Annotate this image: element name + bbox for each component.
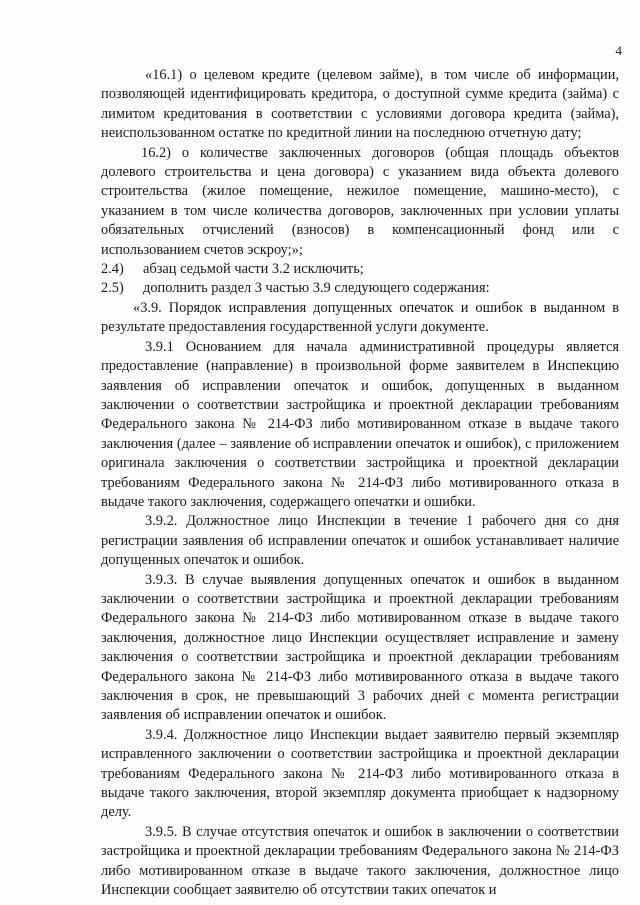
paragraph-3-9-3: 3.9.3. В случае выявления допущенных опечаток и ошибок в выданном заключении о соответствии застройщика и проектной декларации требованиям Федерального закона № 214-ФЗ либо мотивированном отказе в выдаче такого заключения, должностное лицо Инспекции осуществляет исправление и замену заключения о соответствии застройщика и проектной декларации требованиям Федерального закона № 214-ФЗ либо мотивированного отказа в выдаче такого заключения в срок, не превышающий 3 рабочих дней с момента регистрации заявления об исправлении опечаток и ошибок. (101, 571, 619, 724)
paragraph-3-9-1: 3.9.1 Основанием для начала административной процедуры является предоставление (направление) в произвольной форме заявителем в Инспекцию заявления об исправлении опечаток и ошибок, допущенных в выданном заключении о соответствии застройщика и проектной декларации требованиям Федерального закона № 214-ФЗ либо мотивированном отказе в выдаче такого заключения (далее – заявление об исправлении опечаток и ошибок), с приложением оригинала заключения о соответствии застройщика и проектной декларации требованиям Федерального закона № 214-ФЗ либо мотивированного отказа в выдаче такого заключения, содержащего опечатки и ошибки. (101, 338, 619, 510)
list-item-number: 2.5) (101, 280, 124, 297)
paragraph-16-1: «16.1) о целевом кредите (целевом займе), в том числе об информации, позволяющей идентифицировать кредитора, о доступной сумме кредита (займа) с лимитом кредитования в соответствии с условиями договора кредита (займа), неиспользованном остатке по кредитной линии на последнюю отчетную дату; (101, 67, 619, 142)
page-number: 4 (615, 43, 622, 58)
paragraph-3-9-4: 3.9.4. Должностное лицо Инспекции выдает заявителю первый экземпляр исправленного заключении о соответствии застройщика и проектной декларации требованиям Федерального закона № 214-ФЗ либо мотивированного отказа в выдаче такого заключения, второй экземпляр документа приобщает к надзорному делу. (101, 726, 619, 821)
list-item-text: дополнить раздел 3 частью 3.9 следующего содержания: (143, 280, 490, 297)
paragraph-3-9-2: 3.9.2. Должностное лицо Инспекции в течение 1 рабочего дня со дня регистрации заявления об исправлении опечаток и ошибок устанавливает наличие допущенных опечаток и ошибок. (101, 513, 619, 569)
document-body (101, 66, 619, 900)
list-item-number: 2.4) (101, 261, 124, 278)
list-item-text: абзац седьмой части 3.2 исключить; (143, 261, 364, 278)
section-3-9-heading: «3.9. Порядок исправления допущенных опечаток и ошибок в выданном в результате предоставления государственной услуги документе. (101, 299, 619, 336)
list-item-2-5 (101, 279, 619, 298)
paragraph-3-9-5: 3.9.5. В случае отсутствия опечаток и ошибок в заключении о соответствии застройщика и проектной декларации требованиям Федерального закона № 214-ФЗ либо мотивированном отказе в выдаче такого заключения, должностное лицо Инспекции сообщает заявителю об отсутствии таких опечаток и (101, 823, 619, 899)
list-item-2-4 (101, 260, 619, 279)
paragraph-16-2: 16.2) о количестве заключенных договоров (общая площадь объектов долевого строительства и цена договора) с указанием вида объекта долевого строительства (жилое помещение, нежилое помещение, машино-место), с указанием в том числе количества договоров, заключенных при условии уплаты обязательных отчислений (взносов) в компенсационный фонд или с использованием счетов эскроу;»; (101, 144, 619, 258)
